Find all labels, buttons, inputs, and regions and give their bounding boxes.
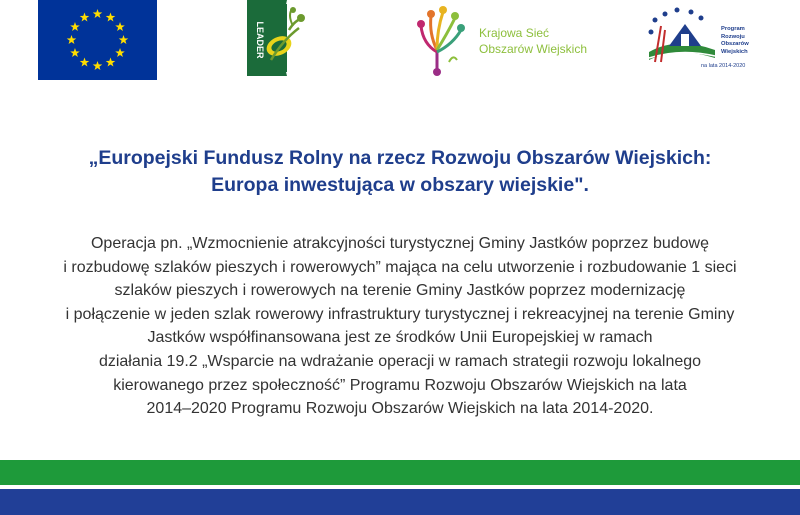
body-line-3: szlaków pieszych i rowerowych na terenie Gminy Jastków poprzez modernizację bbox=[114, 282, 686, 300]
eu-star-icon bbox=[106, 12, 116, 21]
eu-star-icon bbox=[70, 48, 80, 57]
eu-star-icon bbox=[80, 12, 90, 21]
heading-line-1: „Europejski Fundusz Rolny na rzecz Rozwoju Obszarów Wiejskich: bbox=[88, 147, 712, 169]
body-line-2: i rozbudowę szlaków pieszych i rowerowych” mająca na celu utworzenie i rozbudowanie 1 sieci bbox=[63, 258, 737, 276]
ksow-text-line1: Krajowa Sieć bbox=[479, 26, 550, 40]
leader-logo-text: LEADER bbox=[255, 21, 265, 59]
prow-text-line4: Wiejskich bbox=[721, 48, 748, 55]
prow-text-line2: Rozwoju bbox=[721, 33, 745, 40]
prow-text-line3: Obszarów bbox=[721, 41, 749, 47]
leader-logo-icon bbox=[243, 0, 325, 80]
prow-logo-icon bbox=[641, 6, 721, 66]
eu-star-icon bbox=[115, 48, 125, 57]
page-heading bbox=[0, 145, 800, 199]
eu-star-icon bbox=[106, 58, 116, 67]
eu-star-icon bbox=[67, 35, 77, 44]
eu-flag-icon bbox=[38, 0, 157, 80]
ksow-logo-text bbox=[479, 25, 587, 57]
body-line-5: Jastków współfinansowana jest ze środków Unii Europejskiej w ramach bbox=[147, 329, 653, 347]
prow-logo bbox=[641, 6, 761, 82]
eu-star-icon bbox=[70, 22, 80, 31]
ksow-text-line2: Obszarów Wiejskich bbox=[479, 42, 588, 56]
footer-stripe-green bbox=[0, 460, 800, 485]
body-line-6: działania 19.2 „Wsparcie na wdrażanie operacji w ramach strategii rozwoju lokalnego bbox=[98, 352, 702, 370]
heading-line-2: Europa inwestująca w obszary wiejskie". bbox=[211, 174, 589, 196]
prow-logo-text bbox=[721, 26, 749, 56]
eu-star-icon bbox=[115, 22, 125, 31]
body-line-4: i połączenie w jeden szlak rowerowy infrastruktury turystycznej i rekreacyjnej na terenie Gminy bbox=[65, 305, 735, 323]
logo-bar bbox=[0, 0, 800, 90]
eu-star-icon bbox=[93, 61, 103, 70]
body-line-1: Operacja pn. „Wzmocnienie atrakcyjności turystycznej Gminy Jastków poprzez budowę bbox=[90, 235, 710, 252]
ksow-logo bbox=[415, 4, 615, 80]
ksow-tree-logo-icon bbox=[415, 4, 475, 80]
eu-star-icon bbox=[119, 35, 129, 44]
body-line-8: 2014–2020 Programu Rozwoju Obszarów Wiejskich na lata 2014-2020. bbox=[146, 400, 654, 418]
footer-stripe-blue bbox=[0, 489, 800, 515]
prow-years-text: na lata 2014-2020 bbox=[701, 63, 746, 69]
body-line-7: kierowanego przez społeczność” Programu Rozwoju Obszarów Wiejskich na lata bbox=[113, 376, 687, 394]
eu-star-icon bbox=[80, 58, 90, 67]
operation-description bbox=[10, 232, 790, 421]
eu-star-icon bbox=[93, 9, 103, 18]
prow-text-line1: Program bbox=[721, 26, 745, 32]
